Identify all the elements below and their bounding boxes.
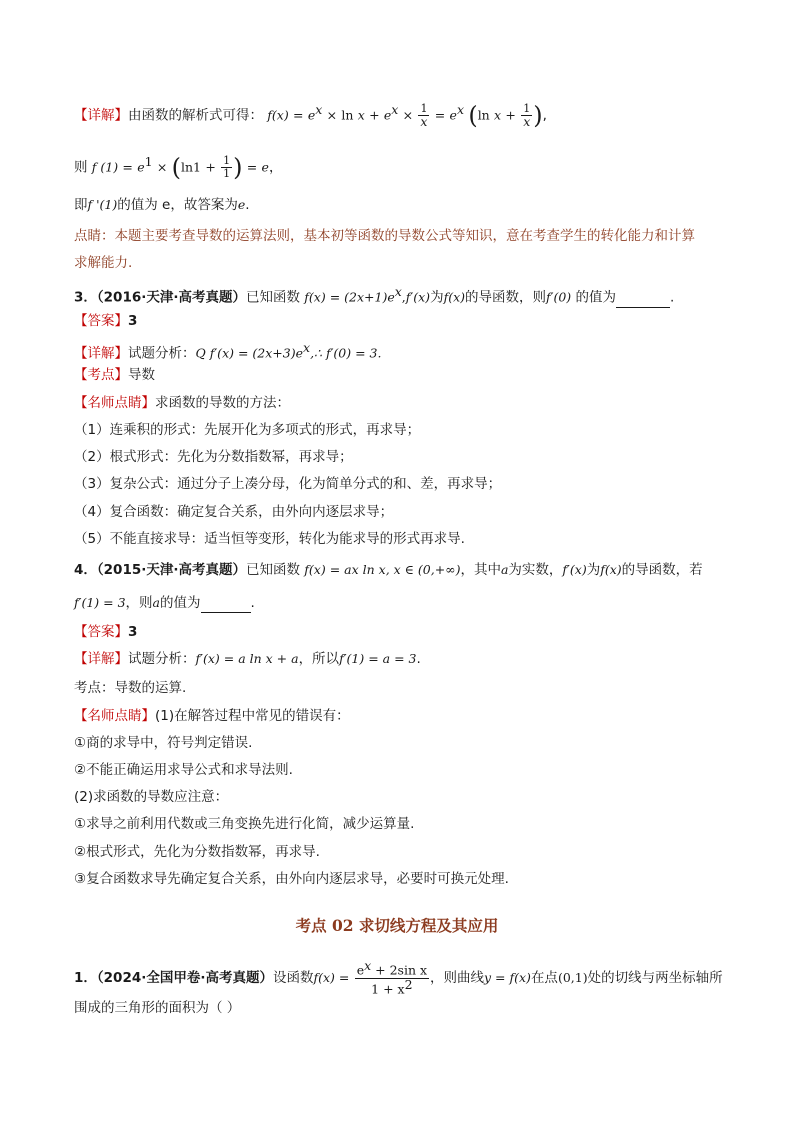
point-note-b: 求解能力. — [74, 255, 133, 271]
section-title: 考点 02 求切线方程及其应用 — [295, 916, 499, 935]
question-4-cont: f′(1) = 3，则a的值为 . — [74, 595, 255, 611]
q3-keypoint: 【考点】导数 — [74, 367, 155, 383]
list-item: （5）不能直接求导：适当恒等变形，转化为能求导的形式再求导. — [74, 531, 465, 547]
answer-blank[interactable] — [616, 293, 670, 308]
detail-line-1: 【详解】由函数的解析式可得： $f(x) = e^x \times \ln x + e^x$ × $\frac{1}{x}$ = $e^x$ (ln x + $\frac{1}{x}$ ), — [74, 101, 547, 130]
list-item: ①商的求导中，符号判定错误. — [74, 735, 253, 751]
detail-line-3: 即f '(1)的值为 e，故答案为e. — [74, 197, 250, 213]
q4-answer: 【答案】3 — [74, 624, 138, 640]
list-item: ①求导之前利用代数或三角变换先进行化简，减少运算量. — [74, 816, 415, 832]
list-item: （4）复合函数：确定复合关系，由外向内逐层求导； — [74, 504, 394, 520]
list-item: （3）复杂公式：通过分子上凑分母，化为简单分式的和、差，再求导； — [74, 476, 502, 492]
question-3: 3．（2016·天津·高考真题）已知函数 $f(x) = (2x+1)e^x,f'(x)$为f(x)的导函数，则f′(0) 的值为 . — [74, 284, 675, 306]
list-item: (2)求函数的导数应注意： — [74, 789, 229, 805]
question-1: 1．（2024·全国甲卷·高考真题）设函数f(x) = $\frac{e^x + 2\sin x}{1 + x^2}$ ，则曲线y = f(x)在点(0,1)处的切线与两坐标轴所 — [74, 958, 723, 997]
list-item: （1）连乘积的形式：先展开化为多项式的形式，再求导； — [74, 422, 421, 438]
fraction: $\frac{1}{1}$ — [223, 154, 231, 180]
answer-blank[interactable] — [201, 598, 251, 613]
list-item: ②根式形式，先化为分数指数幂，再求导. — [74, 844, 320, 860]
question-source: （2015·天津·高考真题） — [96, 562, 246, 578]
list-item: （2）根式形式：先化为分数指数幂，再求导； — [74, 449, 353, 465]
detail-tag: 【详解】 — [74, 107, 128, 124]
fraction: $\frac{1}{x}$ — [420, 102, 428, 129]
q3-tip: 【名师点睛】求函数的导数的方法： — [74, 395, 290, 411]
fraction: $\frac{1}{x}$ — [523, 102, 531, 129]
q4-detail: 【详解】试题分析：f′(x) = a ln x + a，所以f′(1) = a = 3. — [74, 651, 421, 667]
fraction: $\frac{e^x + 2\sin x}{1 + x^2}$ — [356, 958, 428, 997]
detail-line-2: 则 f $(1) = e^1 \times (\ln 1$ + $\frac{1}{1}$ ) = e， — [74, 153, 283, 182]
q4-keypoint: 考点：导数的运算. — [74, 680, 187, 696]
question-1-cont: 围成的三角形的面积为（ ） — [74, 1000, 241, 1016]
list-item: ②不能正确运用求导公式和求导法则. — [74, 762, 293, 778]
q4-tip: 【名师点睛】(1)在解答过程中常见的错误有： — [74, 708, 350, 724]
q3-detail: 【详解】试题分析：Q $f'(x) = (2x+3)e^x,\therefore$ f′(0) = 3. — [74, 340, 382, 362]
list-item: ③复合函数求导先确定复合关系，由外向内逐层求导，必要时可换元处理. — [74, 871, 509, 887]
point-note-a: 点睛：本题主要考查导数的运算法则，基本初等函数的导数公式等知识，意在考查学生的转化能力和计算 — [74, 228, 695, 244]
question-4: 4．（2015·天津·高考真题）已知函数 f(x) = ax ln x, x ∈ (0,+∞)，其中a为实数，f′(x)为f(x)的导函数，若 — [74, 562, 703, 578]
q3-answer: 【答案】3 — [74, 313, 138, 329]
question-source: （2024·全国甲卷·高考真题） — [96, 970, 273, 987]
question-source: （2016·天津·高考真题） — [96, 289, 246, 306]
